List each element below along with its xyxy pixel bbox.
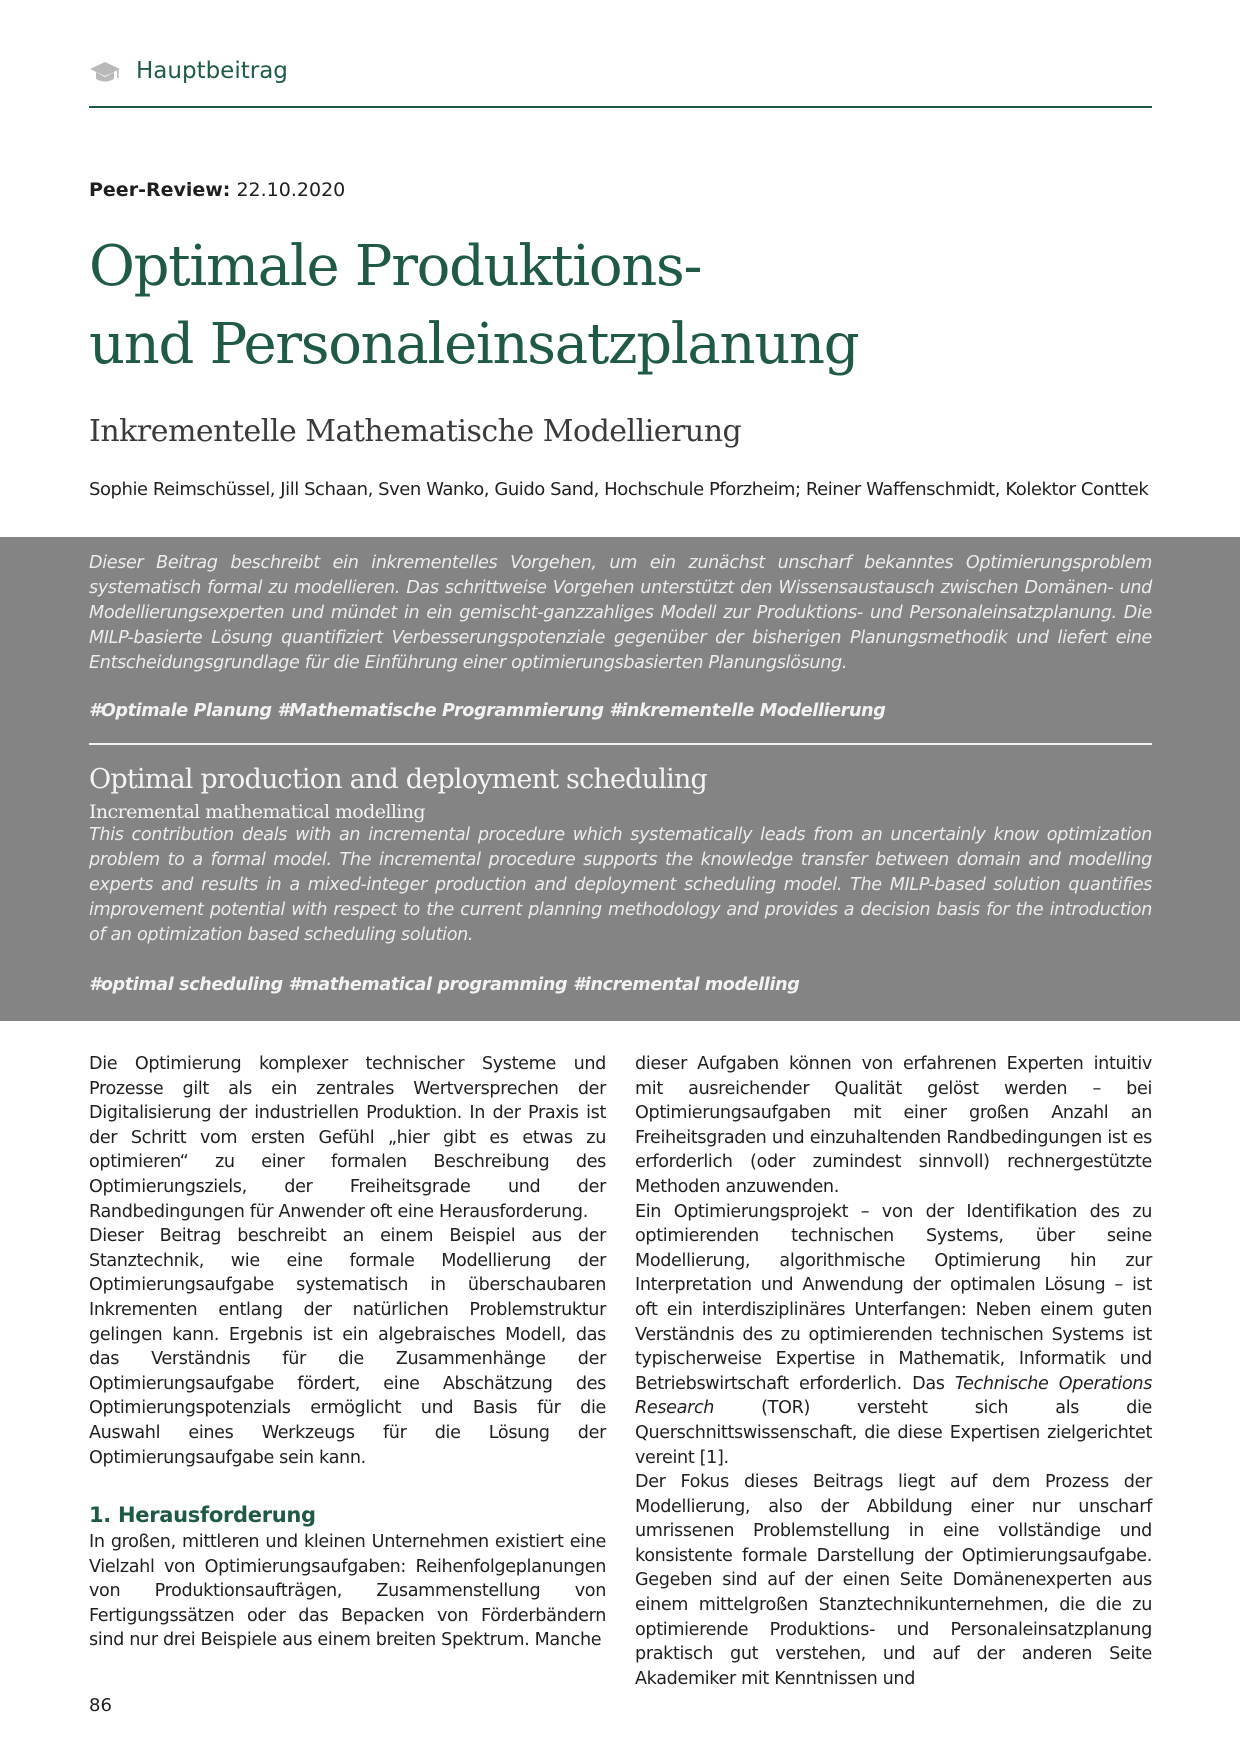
peer-review-date: 22.10.2020 — [236, 179, 346, 201]
keywords-english: #optimal scheduling #mathematical programming #incremental modelling — [89, 975, 800, 995]
body-paragraph: Der Fokus dieses Beitrags liegt auf dem Prozess der Modellierung, also der Abbildung einer nur unscharf umrissenen Problemstellung in eine vollständige und konsistente formale Darstellung der Optimierungsaufgabe. Gegeben sind auf der einen Seite Domänenexperten aus einem mittelgroßen Stanztechnikunternehmen, die die zu optimierende Produktions- und Personaleinsatzplanung praktisch gut verstehen, und auf der anderen Seite Akademiker mit Kenntnissen und — [635, 1472, 1152, 1689]
peer-review-label: Peer-Review: — [89, 179, 231, 201]
body-paragraph: dieser Aufgaben können von erfahrenen Experten intuitiv mit ausreichender Qualität gelöst werden – bei Optimierungsaufgaben mit einer großen Anzahl an Freiheitsgraden und einzuhaltenden Randbedingungen ist es erforderlich (oder zumindest sinnvoll) rechnergestützte Methoden anzuwenden. — [635, 1054, 1152, 1197]
section-header — [89, 56, 1152, 108]
body-text: Ein Optimierungsprojekt – von der Identifikation des zu optimierenden technischen Systems, über seine Modellierung, algorithmische Optimierung hin zur Interpretation und Anwendung der optimalen Lösung – ist oft ein interdisziplinäres Unterfangen: Neben einem guten Verständnis des zu optimierenden technischen Systems ist typischerweise Expertise in Mathematik, Informatik und Betriebswirtschaft erforderlich. Das — [635, 1201, 1152, 1394]
body-text: (TOR) versteht sich als die Querschnittswissenschaft, die diese Expertisen zielgerichtet vereint [1]. — [635, 1398, 1152, 1468]
emphasis-term: Technische Operations Research — [635, 1373, 1153, 1419]
body-paragraph: In großen, mittleren und kleinen Unternehmen existiert eine Vielzahl von Optimierungsaufgaben: Reihenfolgeplanungen von Produktionsaufträgen, Zusammenstellung von Fertigungssätzen oder das Bepacken von Förderbändern sind nur drei Beispiele aus einem breiten Spektrum. Manche — [89, 1532, 606, 1651]
page-number: 86 — [89, 1695, 112, 1716]
section-heading: 1. Herausforderung — [89, 1503, 316, 1528]
abstract-box — [0, 537, 1240, 1021]
section-label: Hauptbeitrag — [136, 58, 288, 84]
body-paragraph — [635, 1200, 1152, 1471]
article-title — [89, 228, 1152, 384]
article-title-line-1: Optimale Produktions- — [89, 234, 702, 299]
keywords-german: #Optimale Planung #Mathematische Programmierung #inkrementelle Modellierung — [89, 701, 886, 721]
abstract-english-title: Optimal production and deployment scheduling — [89, 764, 707, 795]
peer-review-line — [89, 178, 345, 202]
body-paragraph: Dieser Beitrag beschreibt an einem Beispiel aus der Stanztechnik, wie eine formale Modellierung der Optimierungsaufgabe systematisch in überschaubaren Inkrementen entlang der natürlichen Problemstruktur gelingen kann. Ergebnis ist ein algebraisches Modell, das das Verständnis für die Zusammenhänge der Optimierungsaufgabe fördert, eine Abschätzung des Optimierungspotenzials ermöglicht und Basis für die Auswahl eines Werkzeugs für die Lösung der Optimierungsaufgabe sein kann. — [89, 1226, 606, 1468]
article-title-line-2: und Personaleinsatzplanung — [89, 312, 859, 377]
abstract-english-subtitle: Incremental mathematical modelling — [89, 801, 425, 823]
article-subtitle: Inkrementelle Mathematische Modellierung — [89, 414, 742, 449]
authors-line: Sophie Reimschüssel, Jill Schaan, Sven Wanko, Guido Sand, Hochschule Pforzheim; Reiner Waffenschmidt, Kolektor Conttek — [89, 479, 1149, 500]
body-column-right — [635, 1052, 1152, 1691]
body-paragraph: Die Optimierung komplexer technischer Systeme und Prozesse gilt als ein zentrales Wertversprechen der Digitalisierung der industriellen Produktion. In der Praxis ist der Schritt vom ersten Gefühl „hier gibt es etwas zu optimieren“ zu einer formalen Beschreibung des Optimierungsziels, der Freiheitsgrade und der Randbedingungen für Anwender oft eine Herausforderung. — [89, 1054, 606, 1222]
abstract-german: Dieser Beitrag beschreibt ein inkrementelles Vorgehen, um ein zunächst unscharf bekanntes Optimierungsproblem systematisch formal zu modellieren. Das schrittweise Vorgehen unterstützt den Wissensaustausch zwischen Domänen- und Modellierungsexperten und mündet in ein gemischt-ganzzahliges Modell zur Produktions- und Personaleinsatzplanung. Die MILP-basierte Lösung quantifiziert Verbesserungspotenziale gegenüber der bisherigen Planungsmethodik und liefert eine Entscheidungsgrundlage für die Einführung einer optimierungsbasierten Planungslösung. — [89, 553, 1152, 673]
graduation-cap-icon — [89, 60, 121, 84]
abstract-english: This contribution deals with an incremental procedure which systematically leads from an uncertainly know optimization problem to a formal model. The incremental procedure supports the knowledge transfer between domain and modelling experts and results in a mixed-integer production and deployment scheduling model. The MILP-based solution quantifies improvement potential with respect to the current planning methodology and provides a decision basis for the introduction of an optimization based scheduling solution. — [89, 825, 1152, 945]
body-column-left — [89, 1052, 606, 1653]
abstract-divider — [89, 743, 1152, 745]
